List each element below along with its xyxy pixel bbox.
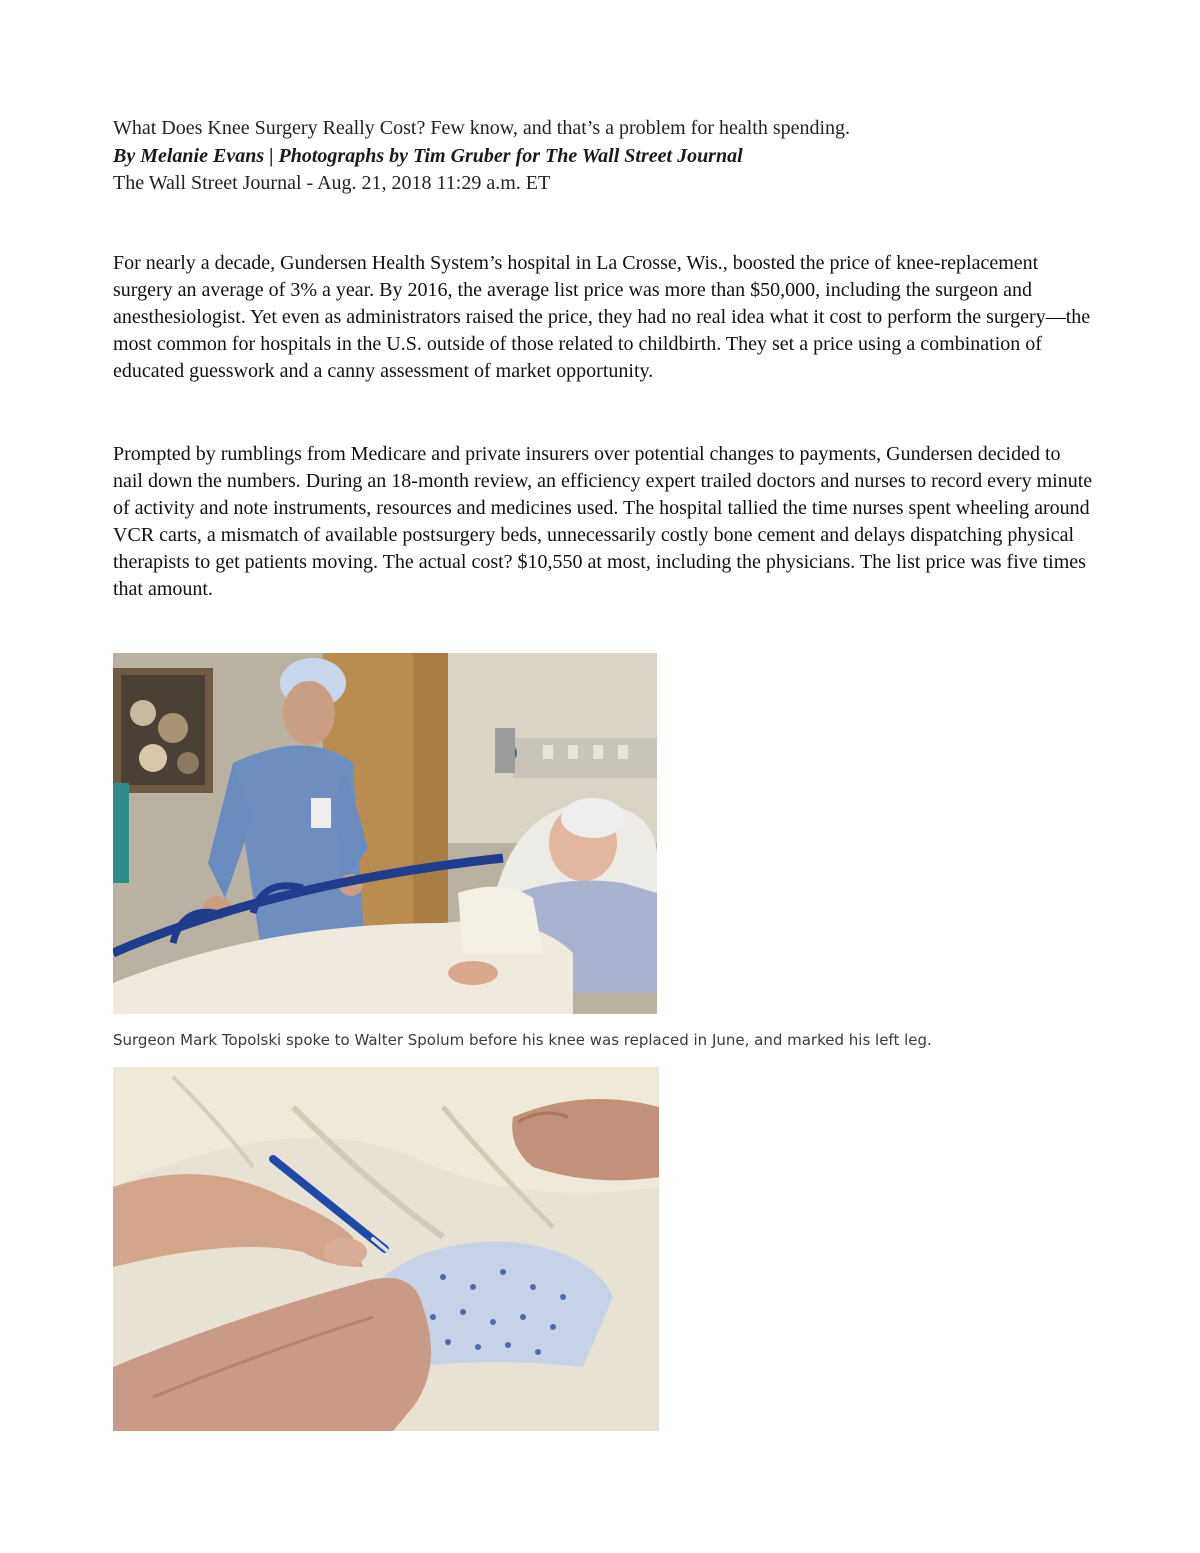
article-paragraph-1: For nearly a decade, Gundersen Health System’s hospital in La Crosse, Wis., boosted the price of knee-replacement surgery an average of 3% a year. By 2016, the average list price was more than $50,000, including the surgeon and anesthesiologist. Yet even as administrators raised the price, they had no real idea what it cost to perform the surgery—the most common for hospitals in the U.S. outside of those related to childbirth. They set a price using a combination of educated guesswork and a canny assessment of market opportunity. (113, 252, 1091, 382)
photo-marking-leg (113, 1067, 659, 1431)
article-headline: What Does Knee Surgery Really Cost? Few know, and that’s a problem for health spending. (113, 117, 851, 139)
photo-surgeon-and-patient (113, 653, 657, 1014)
article-paragraph-2: Prompted by rumblings from Medicare and private insurers over potential changes to payments, Gundersen decided to nail down the numbers. During an 18-month review, an efficiency expert trailed doctors and nurses to record every minute of activity and note instruments, resources and medicines used. The hospital tallied the time nurses spent wheeling around VCR carts, a mismatch of available postsurgery beds, unnecessarily costly bone cement and delays dispatching physical therapists to get patients moving. The actual cost? $10,550 at most, including the physicians. The list price was five times that amount. (113, 443, 1093, 600)
article-source-line: The Wall Street Journal - Aug. 21, 2018 11:29 a.m. ET (113, 172, 551, 194)
article-byline: By Melanie Evans | Photographs by Tim Gruber for The Wall Street Journal (113, 145, 743, 167)
photo-caption: Surgeon Mark Topolski spoke to Walter Spolum before his knee was replaced in June, and marked his left leg. (113, 1031, 932, 1049)
